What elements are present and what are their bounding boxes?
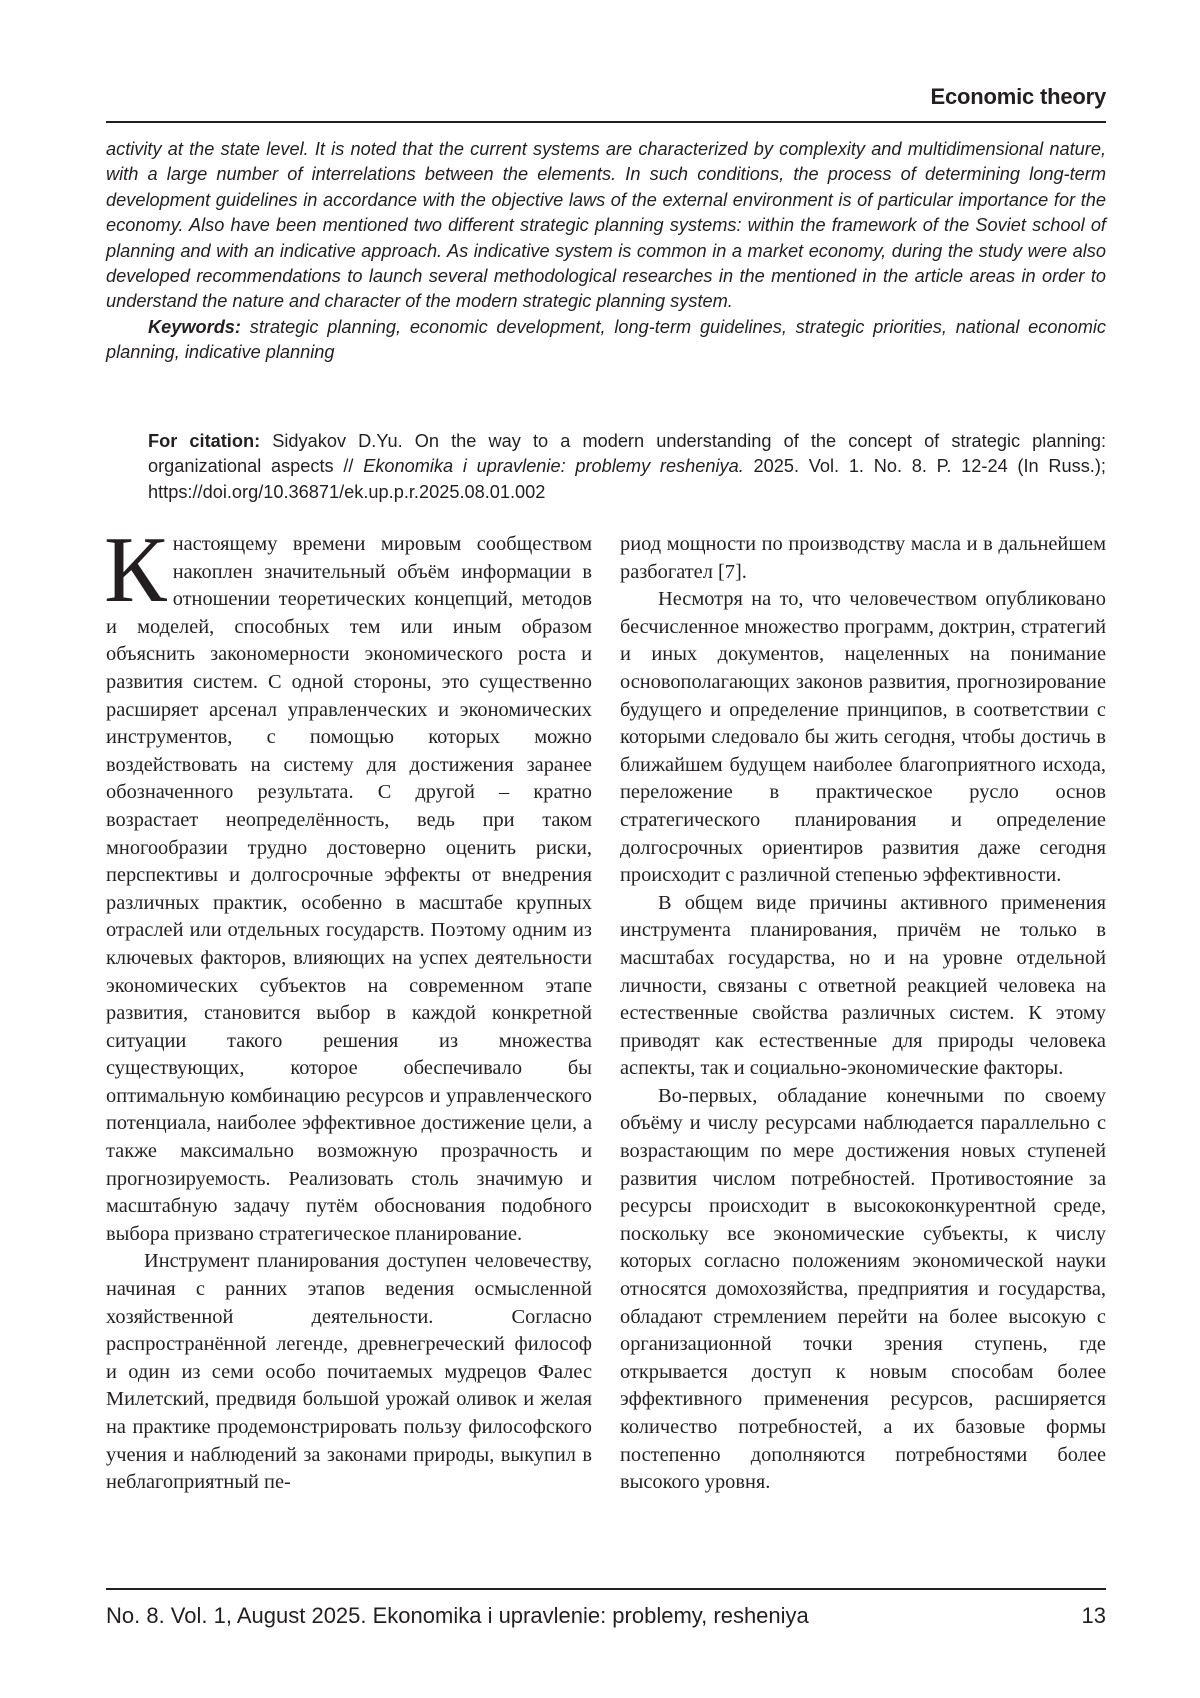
body-paragraph: риод мощности по производству масла и в дальнейшем разбогател [7].: [620, 533, 1106, 583]
body-paragraph: Несмотря на то, что человечеством опубликовано бесчисленное множество программ, доктрин, стратегий и иных документов, нацеленных на понимание основополагающих законов развития, прогнозирование будущего и определение принципов, в соответствии с которыми следовало бы жить сегодня, чтобы достичь в ближайшем будущем наиболее благоприятного исхода, переложение в практическое русло основ стратегического планирования и определение долгосрочных ориентиров развития даже сегодня происходит с различной степенью эффективности.: [620, 588, 1106, 887]
citation-label: For citation:: [148, 431, 261, 451]
footer-divider: [106, 1588, 1106, 1590]
keywords-label: Keywords:: [148, 316, 241, 337]
footer-journal-info: No. 8. Vol. 1, August 2025. Ekonomika i upravlenie: problemy, resheniya: [106, 1603, 809, 1628]
citation-text-after: 2025. Vol. 1. No. 8. P. 12-24 (In Russ.); https://doi.org/10.36871/ek.up.p.r.2025.08.01.002: [148, 456, 1106, 502]
body-paragraph: [104, 518, 592, 1248]
abstract-text: activity at the state level. It is noted that the current systems are characterized by complexity and multidimensional nature, with a large number of interrelations between the elements. In such conditions, the process of determining long-term development guidelines in accordance with the objective laws of the external environment is of particular importance for the economy. Also have been mentioned two different strategic planning systems: within the framework of the Soviet school of planning and with an indicative approach. As indicative system is common in a market economy, during the study were also developed recommendations to launch several methodological researches in the mentioned in the article areas in order to understand the nature and character of the modern strategic planning system.: [106, 139, 1106, 312]
body-paragraph: Инструмент планирования доступен человечеству, начиная с ранних этапов ведения осмысленной хозяйственной деятельности. Согласно распространённой легенде, древнегреческий философ и один из семи особо почитаемых мудрецов Фалес Милетский, предвидя большой урожай оливок и желая на практике продемонстрировать пользу философского учения и наблюдений за законами природы, выкупил в неблагоприятный пе-: [106, 1250, 592, 1494]
drop-cap: К: [104, 518, 167, 622]
keywords-text: strategic planning, economic development, long-term guidelines, strategic priorities, national economic planning, indicative planning: [106, 316, 1106, 363]
body-paragraph: Во-первых, обладание конечными по своему объёму и числу ресурсами наблюдается параллельно с возрастающим по мере достижения новых ступеней развития числом потребностей. Противостояние за ресурсы происходит в высококонкурентной среде, поскольку все экономические субъекты, к числу которых согласно положениям экономической науки относятся домохозяйства, предприятия и государства, обладают стремлением перейти на более высокую с организационной точки зрения ступень, где открывается доступ к новым способам более эффективного применения ресурсов, расширяется количество потребностей, а их базовые формы постепенно дополняются потребностями более высокого уровня.: [620, 1084, 1106, 1494]
paragraph-text: настоящему времени мировым сообществом накоплен значительный объём информации в отношении теоретических концепций, методов и моделей, способных тем или иным образом объяснить закономерности экономического роста и развития систем. С одной стороны, это существенно расширяет арсенал управленческих и экономических инструментов, с помощью которых можно воздействовать на систему для достижения заранее обозначенного результата. С другой – кратно возрастает неопределённость, ведь при таком многообразии трудно достоверно оценить риски, перспективы и долгосрочные эффекты от внедрения различных практик, особенно в масштабе крупных отраслей или отдельных государств. Поэтому одним из ключевых факторов, влияющих на успех деятельности экономических субъектов на современном этапе развития, становится выбор в каждой конкретной ситуации такого решения из множества существующих, которое обеспечивало бы оптимальную комбинацию ресурсов и управленческого потенциала, наиболее эффективное достижение цели, а также максимально возможную прозрачность и прогнозируемость. Реализовать столь значимую и масштабную задачу путём обоснования подобного выбора призвано стратегическое планирование.: [106, 533, 592, 1245]
body-column-left: [104, 518, 592, 1497]
citation-text-before: Sidyakov D.Yu. On the way to a modern understanding of the concept of strategic planning: organizational aspects //: [148, 431, 1107, 477]
page-number: 13: [1081, 1603, 1106, 1628]
citation-journal: Ekonomika i upravlenie: problemy resheniya.: [363, 456, 744, 477]
keywords: [106, 315, 1106, 366]
body-paragraph: В общем виде причины активного применения инструмента планирования, причём не только в масштабах государства, но и на уровне отдельной личности, связаны с ответной реакцией человека на естественные свойства различных систем. К этому приводят как естественные для природы человека аспекты, так и социально-экономические факторы.: [620, 891, 1106, 1080]
abstract: [106, 137, 1106, 366]
header-divider: [106, 121, 1106, 123]
section-title: Economic theory: [930, 84, 1106, 109]
citation-block: [148, 429, 1106, 505]
running-header: [106, 80, 1106, 120]
body-column-right: [620, 531, 1106, 1497]
